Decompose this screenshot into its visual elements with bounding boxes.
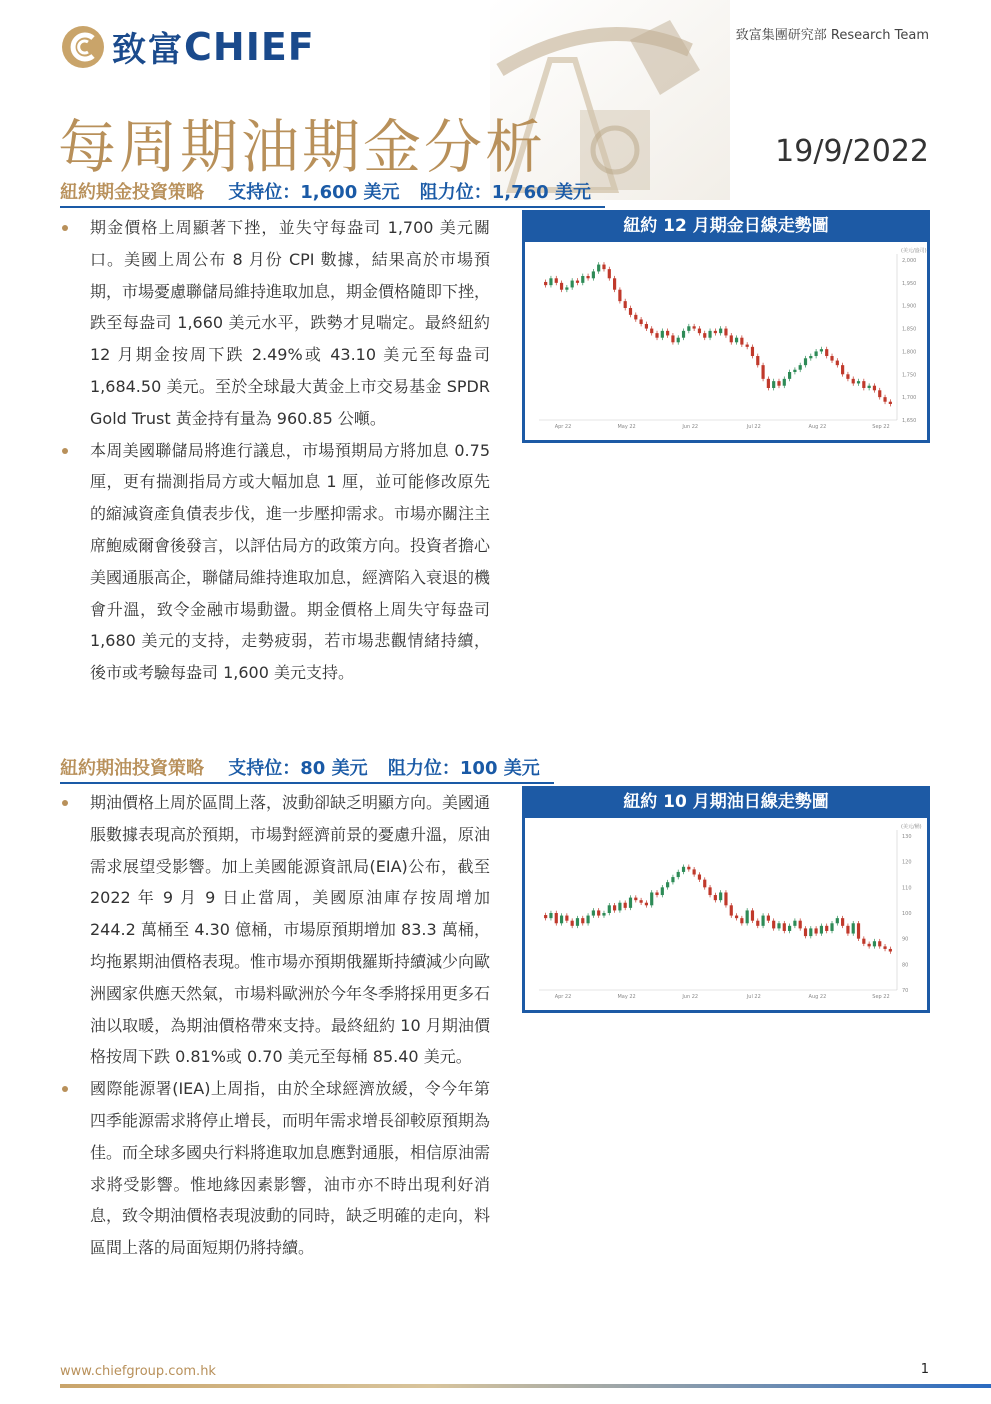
x-tick-label: Jun 22 (682, 994, 699, 1000)
oil-support-level: 支持位：80 美元 (228, 758, 368, 779)
candle-body (830, 356, 833, 361)
candle-body (560, 283, 563, 290)
candle-body (703, 880, 706, 888)
report-date: 19/9/2022 (775, 134, 929, 169)
candle-body (777, 381, 780, 386)
candle-body (576, 281, 579, 283)
candle-body (650, 329, 653, 334)
gold-bullet-1: 期金價格上周顯著下挫，並失守每盎司 1,700 美元關口。美國上周公布 8 月份 CPI 數據，結果高於市場預期，市場憂慮聯儲局維持進取加息，期金價格隨即下挫，跌至每盎司 1,660 美元水平，跌勢才見喘定。最終紐約 12 月期金按周下跌 2.49%或 43.10 美元至每盎司 1,684.50 美元。至於全球最大黃金上市交易基金 SPDR Gold Trust 黃金持有量為 960.85 公噸。 (60, 212, 490, 435)
candle-body (634, 315, 637, 320)
candle-body (836, 361, 839, 366)
candle-body (586, 916, 589, 924)
oil-candlestick-chart (525, 818, 927, 1010)
y-tick-label: 2,000 (902, 258, 917, 264)
candle-body (883, 397, 886, 402)
candle-body (719, 329, 722, 334)
y-tick-label: 90 (902, 936, 909, 943)
research-team-label: 致富集團研究部 Research Team (735, 28, 929, 43)
candle-body (608, 269, 611, 278)
gold-chart-panel (522, 210, 930, 443)
candle-body (746, 345, 749, 347)
candle-body (597, 910, 600, 915)
candle-body (661, 331, 664, 338)
candle-body (809, 356, 812, 358)
candle-body (857, 923, 860, 938)
candle-body (740, 918, 743, 923)
candle-body (783, 379, 786, 386)
candle-body (740, 338, 743, 345)
candle-body (703, 333, 706, 338)
candle-body (724, 329, 727, 336)
candle-body (698, 329, 701, 334)
candle-body (804, 358, 807, 365)
candle-body (560, 916, 563, 924)
x-tick-label: Aug 22 (808, 424, 827, 430)
candle-body (687, 326, 690, 331)
gold-candlestick-chart (525, 242, 927, 440)
y-unit-label: (美元/桶) (901, 824, 922, 830)
candle-body (815, 351, 818, 356)
candle-body (883, 946, 886, 949)
candle-body (544, 282, 547, 285)
candle-body (878, 390, 881, 397)
candle-body (714, 331, 717, 333)
candle-body (735, 916, 738, 919)
candle-body (878, 941, 881, 946)
candle-body (756, 356, 759, 365)
candle-body (809, 928, 812, 936)
candle-body (586, 276, 589, 278)
page-title: 每周期油期金分析 (58, 113, 547, 181)
oil-chart-title: 紐約 10 月期油日線走勢圖 (623, 792, 829, 812)
candle-body (555, 913, 558, 923)
y-tick-label: 120 (902, 859, 912, 866)
oil-text-column (60, 787, 490, 1264)
candle-body (565, 287, 568, 289)
gold-section-heading (60, 178, 605, 208)
oil-bullet-2: 國際能源署(IEA)上周指，由於全球經濟放緩，令今年第四季能源需求將停止增長，而明年需求增長卻較原預期為佳。而全球多國央行料將進取加息應對通脹，相信原油需求將受影響。惟地緣因素影響，油市亦不時出現利好消息，致令期油價格表現波動的同時，缺乏明確的走向，料區間上落的局面短期仍將持續。 (60, 1073, 490, 1264)
candle-body (868, 944, 871, 947)
oil-bullet-1: 期油價格上周於區間上落，波動卻缺乏明顯方向。美國通脹數據表現高於預期，市場對經濟前景的憂慮升溫，原油需求展望受影響。加上美國能源資訊局(EIA)公布，截至 2022 年 9 月 9 日止當周，美國原油庫存按周增加 244.2 萬桶至 4.30 億桶，市場原預期增加 83.3 萬桶，均拖累期油價格表現。惟市場亦預期俄羅斯持續減少向歐洲國家供應天然氣，市場料歐洲於今年冬季將採用更多石油以取暖，為期油價格帶來支持。最終紐約 10 月期油價格按周下跌 0.81%或 0.70 美元至每桶 85.40 美元。 (60, 787, 490, 1073)
gold-bullet-2: 本周美國聯儲局將進行議息，市場預期局方將加息 0.75 厘，更有揣測指局方或大幅加息 1 厘，並可能修改原先的縮減資產負債表步伐，進一步壓抑需求。市場亦關注主席鮑威爾會後發言，以評估局方的政策方向。投資者擔心美國通脹高企，聯儲局維持進取加息，經濟陷入衰退的機會升溫，致令金融市場動盪。期金價格上周失守每盎司 1,680 美元的支持，走勢疲弱，若市場悲觀情緒持續，後市或考驗每盎司 1,600 美元支持。 (60, 435, 490, 689)
candle-body (581, 918, 584, 923)
candle-body (841, 918, 844, 926)
candle-body (549, 913, 552, 918)
candle-body (714, 895, 717, 900)
candle-body (671, 335, 674, 342)
y-tick-label: 1,800 (902, 349, 917, 356)
candle-body (862, 381, 865, 388)
y-tick-label: 70 (902, 988, 909, 994)
candle-body (597, 265, 600, 272)
candle-body (629, 898, 632, 908)
candle-body (852, 379, 855, 384)
x-tick-label: Apr 22 (554, 994, 572, 1000)
candle-body (671, 877, 674, 882)
candle-body (592, 910, 595, 915)
logo-english: CHIEF (184, 24, 315, 69)
x-tick-label: Apr 22 (554, 424, 572, 430)
x-tick-label: Jul 22 (746, 424, 761, 430)
candle-body (629, 308, 632, 315)
y-tick-label: 80 (902, 962, 909, 969)
candle-body (624, 301, 627, 308)
candle-body (772, 921, 775, 929)
candle-body (661, 887, 664, 895)
candle-body (825, 349, 828, 356)
candle-body (799, 921, 802, 929)
candle-body (889, 949, 892, 952)
chief-logo-icon (60, 24, 106, 70)
candle-body (730, 905, 733, 915)
candle-body (783, 923, 786, 931)
candle-body (804, 928, 807, 936)
candle-body (655, 333, 658, 338)
candle-body (645, 903, 648, 906)
candle-body (777, 923, 780, 928)
candle-body (618, 290, 621, 301)
candle-body (788, 372, 791, 379)
candle-body (767, 379, 770, 388)
candle-body (756, 921, 759, 926)
candle-body (846, 926, 849, 934)
candle-body (761, 916, 764, 926)
candle-body (655, 892, 658, 895)
candle-body (815, 928, 818, 933)
candle-body (602, 913, 605, 916)
candle-body (793, 370, 796, 372)
y-tick-label: 1,750 (902, 372, 917, 379)
y-tick-label: 130 (902, 834, 912, 840)
candle-body (634, 898, 637, 901)
candle-body (836, 918, 839, 923)
y-tick-label: 110 (902, 885, 912, 892)
candle-body (767, 916, 770, 921)
candle-body (751, 910, 754, 920)
candle-body (693, 869, 696, 874)
candle-body (571, 921, 574, 926)
candle-body (640, 900, 643, 903)
x-tick-label: Sep 22 (872, 424, 890, 430)
candle-body (576, 918, 579, 926)
candle-body (571, 281, 574, 288)
candle-body (608, 905, 611, 913)
candle-body (677, 872, 680, 877)
candle-body (772, 381, 775, 388)
candle-body (730, 335, 733, 342)
candle-body (693, 326, 696, 328)
candle-body (640, 319, 643, 324)
candle-body (873, 941, 876, 946)
y-tick-label: 1,700 (902, 395, 917, 402)
x-tick-label: Jun 22 (682, 424, 699, 430)
candle-body (565, 916, 568, 921)
oil-resistance-level: 阻力位：100 美元 (387, 758, 540, 779)
gold-support-level: 支持位：1,600 美元 (228, 182, 400, 203)
y-tick-label: 1,950 (902, 280, 917, 287)
candle-body (666, 882, 669, 887)
candle-body (708, 887, 711, 895)
candle-body (799, 365, 802, 370)
candle-body (830, 923, 833, 931)
candle-body (618, 903, 621, 911)
candle-body (788, 926, 791, 931)
candle-body (682, 867, 685, 872)
oil-section-heading (60, 754, 554, 784)
gold-heading-label: 紐約期金投資策略 (60, 182, 204, 203)
logo-chinese: 致富 (112, 30, 184, 70)
candle-body (581, 276, 584, 283)
page-number: 1 (920, 1362, 929, 1377)
candle-body (613, 278, 616, 289)
candle-body (666, 331, 669, 336)
x-tick-label: Sep 22 (872, 994, 890, 1000)
candle-body (549, 278, 552, 285)
candle-body (873, 386, 876, 391)
candle-body (613, 905, 616, 910)
y-tick-label: 100 (902, 911, 912, 917)
oil-heading-label: 紐約期油投資策略 (60, 758, 204, 779)
candle-body (735, 338, 738, 343)
candle-body (698, 875, 701, 880)
candle-body (820, 926, 823, 934)
candle-body (682, 331, 685, 338)
candle-body (862, 939, 865, 944)
candle-body (677, 338, 680, 343)
candle-body (868, 386, 871, 388)
candle-body (650, 892, 653, 905)
candle-body (751, 347, 754, 356)
candle-body (841, 365, 844, 374)
x-tick-label: May 22 (617, 424, 636, 430)
x-tick-label: Jul 22 (746, 994, 761, 1000)
footer-website-link[interactable]: www.chiefgroup.com.hk (60, 1364, 216, 1379)
candle-body (724, 892, 727, 905)
candle-body (555, 278, 558, 283)
y-unit-label: (美元/盎司) (901, 248, 927, 254)
candle-body (857, 381, 860, 383)
y-tick-label: 1,850 (902, 326, 917, 333)
candle-body (708, 331, 711, 338)
candle-body (602, 265, 605, 270)
candle-body (793, 921, 796, 926)
candle-body (820, 349, 823, 351)
footer-divider (60, 1384, 991, 1388)
candle-body (746, 910, 749, 923)
candle-body (687, 867, 690, 870)
candle-body (852, 923, 855, 933)
candle-body (624, 903, 627, 908)
y-tick-label: 1,900 (902, 303, 917, 310)
oil-chart-panel (522, 786, 930, 1013)
y-tick-label: 1,650 (902, 418, 917, 424)
company-logo (60, 22, 315, 71)
gold-resistance-level: 阻力位：1,760 美元 (419, 182, 591, 203)
x-tick-label: Aug 22 (808, 994, 827, 1000)
candle-body (645, 324, 648, 329)
x-tick-label: May 22 (617, 994, 636, 1000)
gold-text-column (60, 212, 490, 689)
candle-body (846, 374, 849, 379)
candle-body (761, 365, 764, 379)
gold-chart-title: 紐約 12 月期金日線走勢圖 (623, 216, 829, 236)
candle-body (544, 915, 547, 918)
candle-body (719, 892, 722, 900)
candle-body (825, 926, 828, 931)
candle-body (592, 271, 595, 278)
candle-body (889, 402, 892, 404)
